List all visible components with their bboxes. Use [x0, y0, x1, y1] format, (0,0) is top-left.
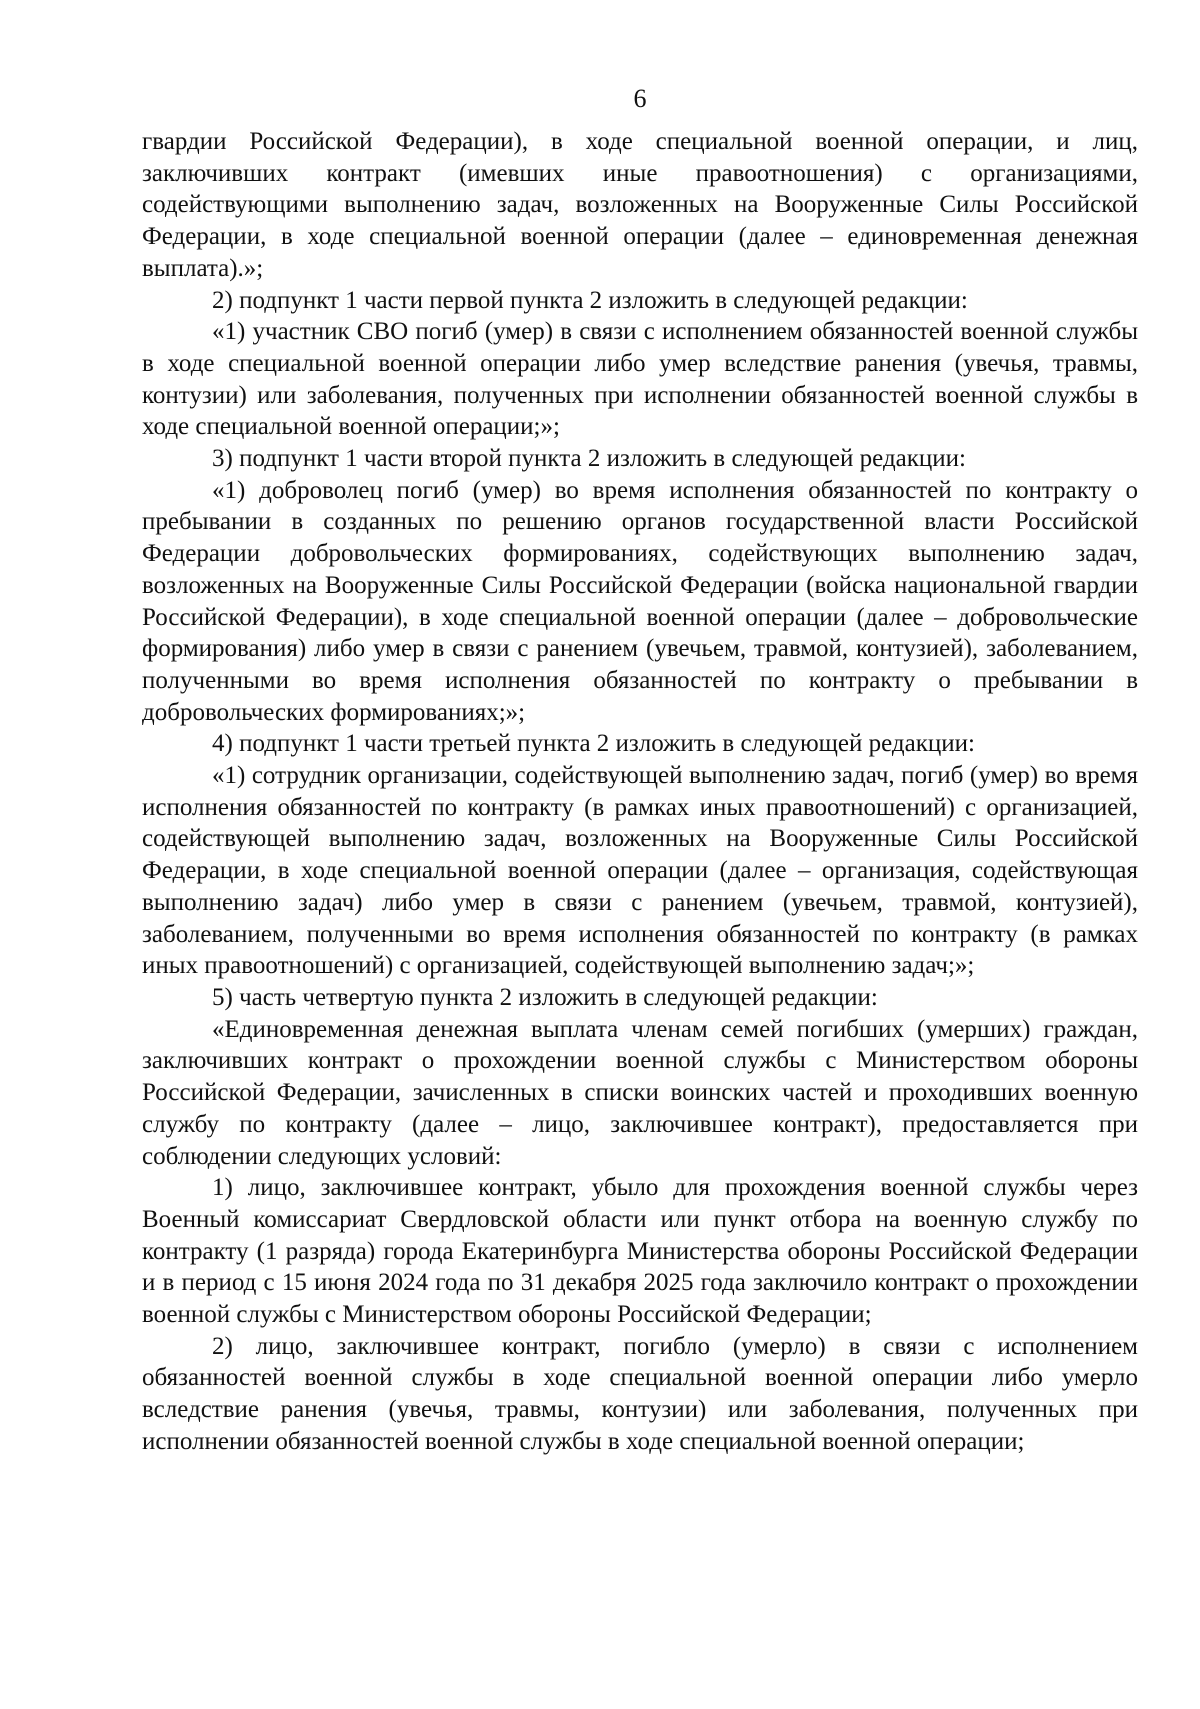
paragraph-item-5-heading: 5) часть четвертую пункта 2 изложить в следующей редакции: [212, 983, 878, 1011]
paragraph-item-3-heading: 3) подпункт 1 части второй пункта 2 изложить в следующей редакции: [212, 445, 966, 473]
paragraph-continuation: гвардии Российской Федерации), в ходе специальной военной операции, и лиц, заключивших контракт (имевших иные правоотношения) с организациями, содействующими выполнению задач, возложенных на Вооруженные Силы Российской Федерации, в ходе специальной военной операции (далее – единовременная денежная выплата).»; [142, 128, 1138, 282]
paragraph-item-2-heading: 2) подпункт 1 части первой пункта 2 изложить в следующей редакции: [212, 286, 968, 314]
paragraph-condition-2: 2) лицо, заключившее контракт, погибло (умерло) в связи с исполнением обязанностей военной службы в ходе специальной военной операции либо умерло вследствие ранения (увечья, травмы, контузии) или заболевания, полученных при исполнении обязанностей военной службы в ходе специальной военной операции; [142, 1332, 1138, 1455]
page-number: 6 [633, 84, 647, 113]
paragraph-item-2-text: «1) участник СВО погиб (умер) в связи с исполнением обязанностей военной службы в ходе специальной военной операции либо умер вследствие ранения (увечья, травмы, контузии) или заболевания, полученных при исполнении обязанностей военной службы в ходе специальной военной операции;»; [142, 318, 1138, 441]
paragraph-item-4-text: «1) сотрудник организации, содействующей выполнению задач, погиб (умер) во время исполнения обязанностей по контракту (в рамках иных правоотношений) с организацией, содействующей выполнению задач, возложенных на Вооруженные Силы Российской Федерации, в ходе специальной военной операции (далее – организация, содействующая выполнению задач) либо умер в связи с ранением (увечьем, травмой, контузией), заболеванием, полученными во время исполнения обязанностей по контракту (в рамках иных правоотношений) с организацией, содействующей выполнению задач;»; [142, 762, 1138, 980]
paragraph-item-4-heading: 4) подпункт 1 части третьей пункта 2 изложить в следующей редакции: [212, 730, 975, 758]
paragraph-item-3-text: «1) доброволец погиб (умер) во время исполнения обязанностей по контракту о пребывании в созданных по решению органов государственной власти Российской Федерации добровольческих формированиях, содействующих выполнению задач, возложенных на Вооруженные Силы Российской Федерации (войска национальной гвардии Российской Федерации), в ходе специальной военной операции (далее – добровольческие формирования) либо умер в связи с ранением (увечьем, травмой, контузией), заболеванием, полученными во время исполнения обязанностей по контракту о пребывании в добровольческих формированиях;»; [142, 476, 1138, 726]
paragraph-item-5-text: «Единовременная денежная выплата членам семей погибших (умерших) граждан, заключивших контракт о прохождении военной службы с Министерством обороны Российской Федерации, зачисленных в списки воинских частей и проходивших военную службу по контракту (далее – лицо, заключившее контракт), предоставляется при соблюдении следующих условий: [142, 1015, 1138, 1170]
paragraph-condition-1: 1) лицо, заключившее контракт, убыло для прохождения военной службы через Военный комиссариат Свердловской области или пункт отбора на военную службу по контракту (1 разряда) города Екатеринбурга Министерства обороны Российской Федерации и в период с 15 июня 2024 года по 31 декабря 2025 года заключило контракт о прохождении военной службы с Министерством обороны Российской Федерации; [142, 1174, 1138, 1329]
document-body [142, 126, 1138, 1458]
